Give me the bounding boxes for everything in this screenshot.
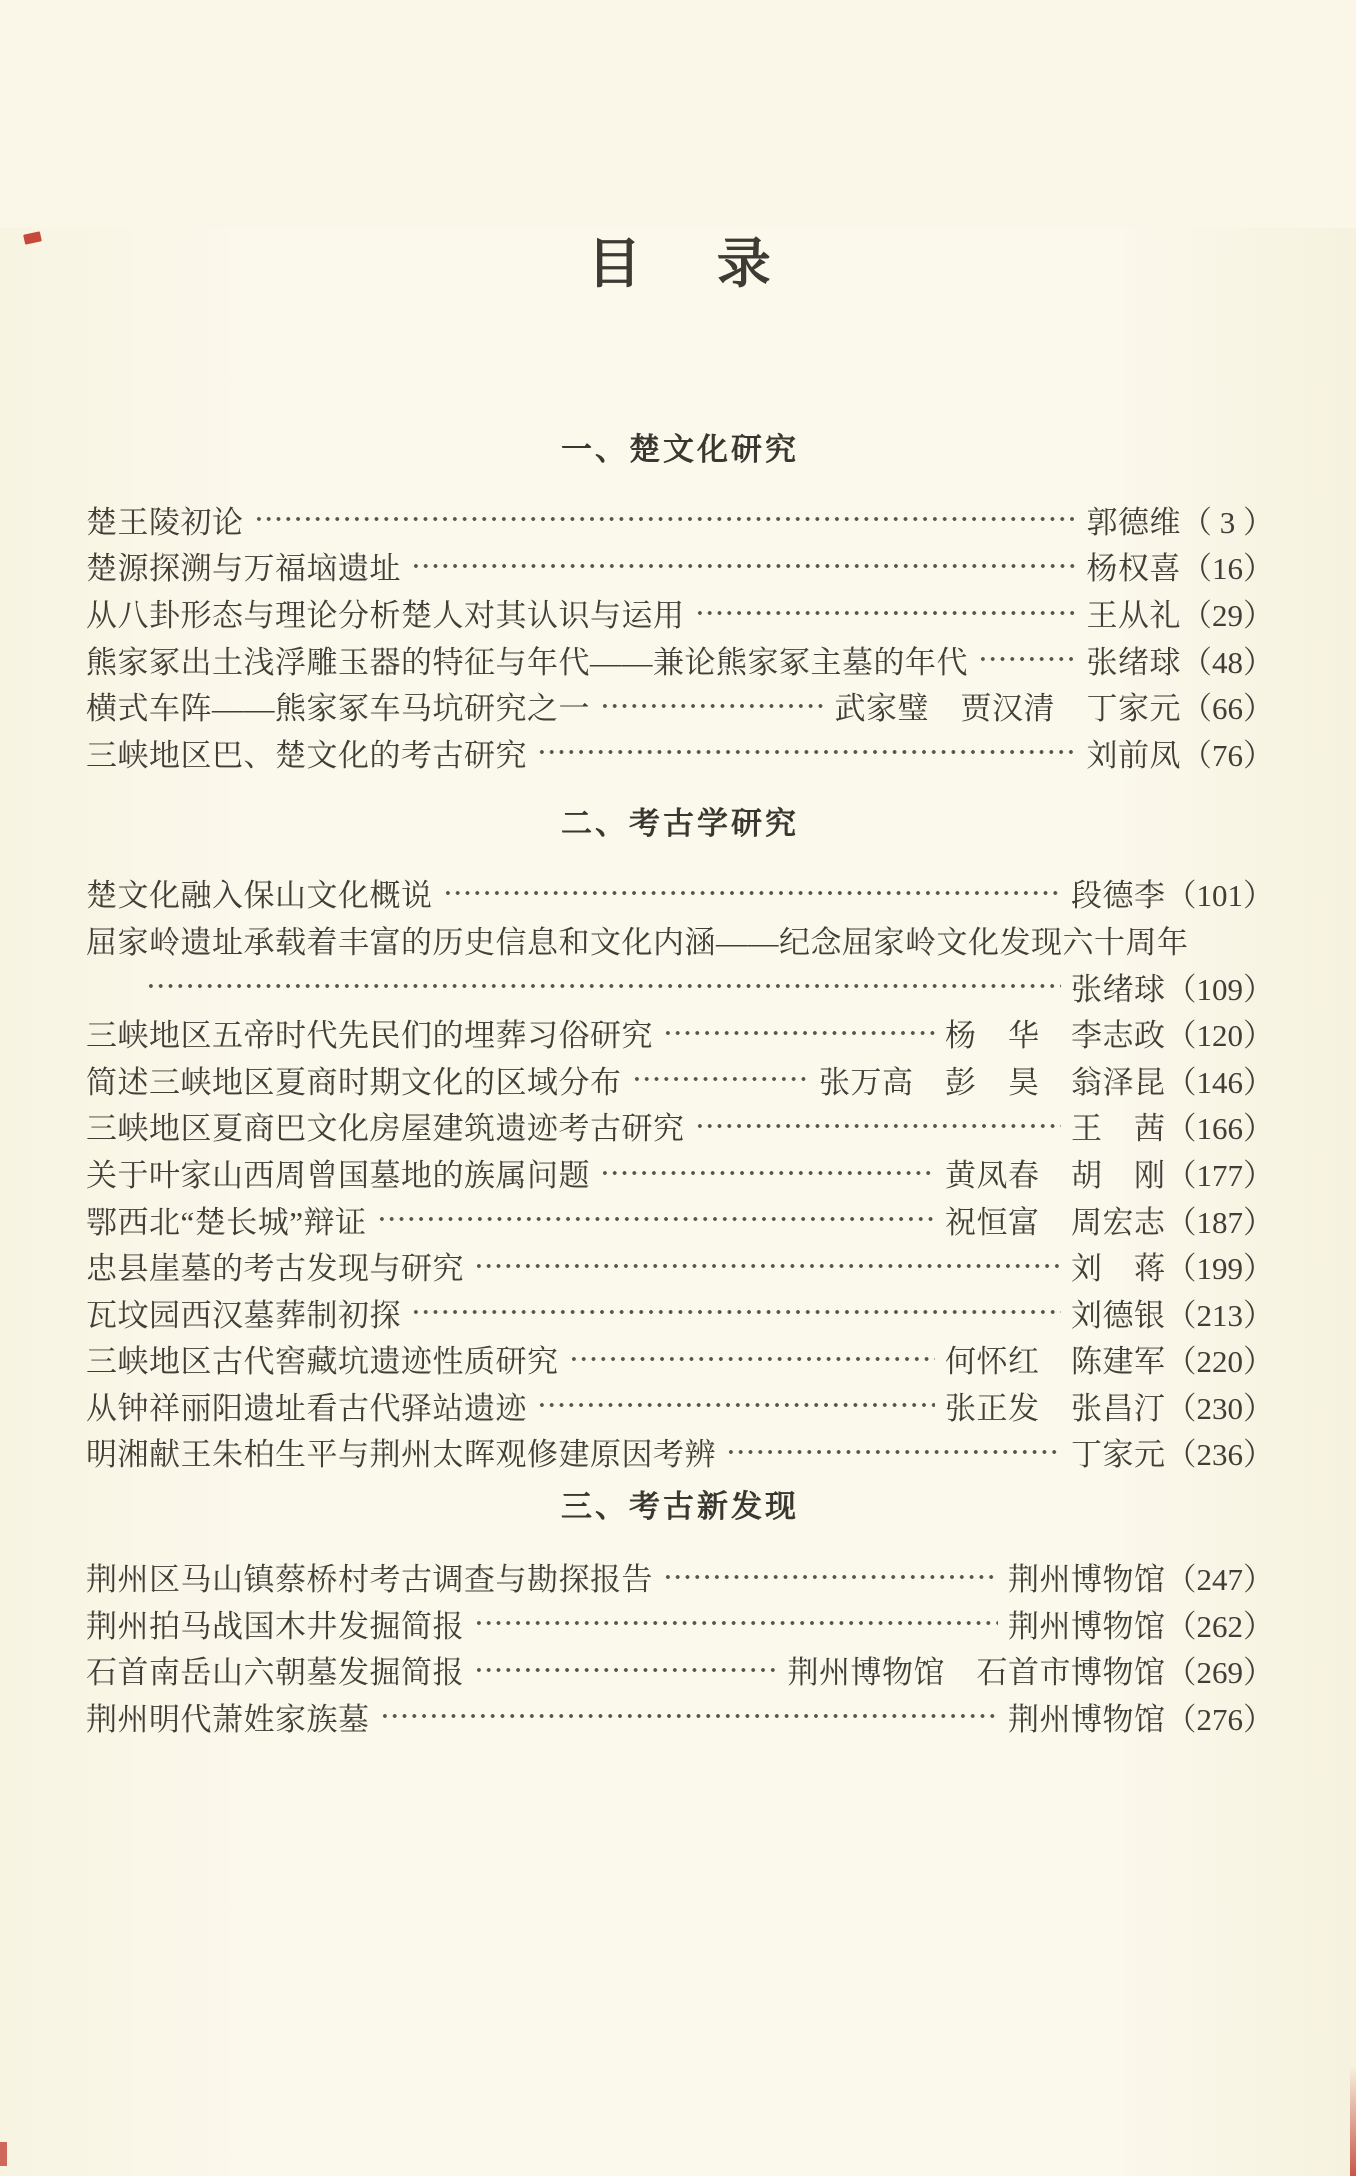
section-entries bbox=[86, 496, 1274, 776]
entry-page-number: （109） bbox=[1165, 971, 1274, 1007]
entry-page-number: （76） bbox=[1181, 737, 1274, 773]
entry-authors: 杨 华 李志政 bbox=[945, 1018, 1166, 1054]
dot-leader bbox=[630, 1056, 810, 1103]
page-content bbox=[86, 228, 1274, 1740]
dot-leader bbox=[535, 729, 1077, 776]
dot-leader bbox=[252, 496, 1077, 543]
entry-page-number: （177） bbox=[1165, 1157, 1274, 1193]
entry-title: 石首南岳山六朝墓发掘简报 bbox=[86, 1655, 464, 1691]
dot-leader bbox=[144, 963, 1061, 1010]
entry-page-number: （101） bbox=[1165, 878, 1274, 914]
toc-sections bbox=[86, 426, 1274, 1740]
dot-leader bbox=[535, 1382, 935, 1429]
entry-page-number: （199） bbox=[1165, 1251, 1274, 1287]
entry-title: 屈家岭遗址承载着丰富的历史信息和文化内涵——纪念屈家岭文化发现六十周年 bbox=[86, 924, 1189, 960]
entry-title: 三峡地区五帝时代先民们的埋葬习俗研究 bbox=[86, 1018, 653, 1054]
scan-artifact-bottom-left bbox=[0, 2142, 7, 2166]
entry-title: 从八卦形态与理论分析楚人对其认识与运用 bbox=[86, 597, 685, 633]
entry-page-number: （16） bbox=[1181, 551, 1274, 587]
entry-authors: 张绪球 bbox=[1071, 971, 1166, 1007]
toc-entry bbox=[86, 1336, 1274, 1383]
toc-entry bbox=[86, 1429, 1274, 1476]
toc-section bbox=[86, 1483, 1274, 1739]
toc-entry bbox=[86, 1242, 1274, 1289]
entry-authors: 刘前凤 bbox=[1086, 737, 1181, 773]
entry-title: 荆州区马山镇蔡桥村考古调查与勘探报告 bbox=[86, 1562, 653, 1598]
entry-title: 楚文化融入保山文化概说 bbox=[86, 878, 433, 914]
dot-leader bbox=[472, 1646, 778, 1693]
entry-authors: 荆州博物馆 bbox=[1008, 1701, 1166, 1737]
dot-leader bbox=[598, 1149, 935, 1196]
entry-title: 横式车阵——熊家冢车马坑研究之一 bbox=[86, 691, 590, 727]
entry-authors: 张绪球 bbox=[1086, 644, 1181, 680]
entry-authors: 张万高 彭 昊 翁泽昆 bbox=[819, 1064, 1166, 1100]
entry-page-number: （276） bbox=[1165, 1701, 1274, 1737]
toc-entry bbox=[86, 916, 1274, 963]
entry-authors: 武家璧 贾汉清 丁家元 bbox=[834, 691, 1181, 727]
entry-title: 三峡地区巴、楚文化的考古研究 bbox=[86, 737, 527, 773]
entry-authors: 荆州博物馆 bbox=[1008, 1562, 1166, 1598]
toc-entry bbox=[86, 1196, 1274, 1243]
entry-page-number: （29） bbox=[1181, 597, 1274, 633]
toc-entry bbox=[86, 1382, 1274, 1429]
toc-entry bbox=[86, 496, 1274, 543]
section-entries bbox=[86, 870, 1274, 1476]
dot-leader bbox=[724, 1429, 1061, 1476]
toc-section bbox=[86, 426, 1274, 776]
entry-page-number: （48） bbox=[1181, 644, 1274, 680]
section-header: 二、考古学研究 bbox=[561, 805, 799, 841]
entry-authors: 祝恒富 周宏志 bbox=[945, 1204, 1166, 1240]
entry-page-number: （247） bbox=[1165, 1562, 1274, 1598]
section-entries bbox=[86, 1553, 1274, 1739]
toc-entry bbox=[86, 1553, 1274, 1600]
scan-artifact-bottom-right bbox=[1350, 2066, 1356, 2176]
entry-title: 三峡地区古代窖藏坑遗迹性质研究 bbox=[86, 1344, 559, 1380]
entry-authors: 刘德银 bbox=[1071, 1297, 1166, 1333]
dot-leader bbox=[976, 636, 1077, 683]
entry-page-number: （236） bbox=[1165, 1437, 1274, 1473]
entry-authors: 黄凤春 胡 刚 bbox=[945, 1157, 1166, 1193]
toc-entry bbox=[86, 1103, 1274, 1150]
toc-entry bbox=[86, 1693, 1274, 1740]
entry-title: 楚王陵初论 bbox=[86, 504, 244, 540]
entry-title: 从钟祥丽阳遗址看古代驿站遗迹 bbox=[86, 1390, 527, 1426]
toc-entry bbox=[86, 1646, 1274, 1693]
toc-entry bbox=[86, 729, 1274, 776]
dot-leader bbox=[661, 1009, 935, 1056]
entry-page-number: （220） bbox=[1165, 1344, 1274, 1380]
entry-page-number: （187） bbox=[1165, 1204, 1274, 1240]
entry-title: 楚源探溯与万福垴遗址 bbox=[86, 551, 401, 587]
entry-page-number: （213） bbox=[1165, 1297, 1274, 1333]
dot-leader bbox=[409, 543, 1077, 590]
entry-authors: 荆州博物馆 石首市博物馆 bbox=[787, 1655, 1166, 1691]
entry-title: 关于叶家山西周曾国墓地的族属问题 bbox=[86, 1157, 590, 1193]
section-header: 三、考古新发现 bbox=[561, 1489, 799, 1525]
entry-page-number: （262） bbox=[1165, 1608, 1274, 1644]
entry-title: 忠县崖墓的考古发现与研究 bbox=[86, 1251, 464, 1287]
entry-title: 三峡地区夏商巴文化房屋建筑遗迹考古研究 bbox=[86, 1111, 685, 1147]
dot-leader bbox=[693, 589, 1077, 636]
dot-leader bbox=[661, 1553, 998, 1600]
dot-leader bbox=[472, 1600, 998, 1647]
entry-authors: 王 茜 bbox=[1071, 1111, 1166, 1147]
entry-page-number: （ 3 ） bbox=[1181, 504, 1274, 540]
scan-artifact-top-left bbox=[23, 231, 42, 244]
dot-leader bbox=[693, 1103, 1062, 1150]
entry-page-number: （66） bbox=[1181, 691, 1274, 727]
toc-entry bbox=[86, 589, 1274, 636]
page-title: 目 录 bbox=[587, 234, 773, 294]
entry-authors: 郭德维 bbox=[1086, 504, 1181, 540]
entry-page-number: （120） bbox=[1165, 1018, 1274, 1054]
section-header: 一、楚文化研究 bbox=[561, 432, 799, 467]
toc-entry bbox=[86, 1600, 1274, 1647]
dot-leader bbox=[375, 1196, 935, 1243]
toc-entry bbox=[86, 1289, 1274, 1336]
entry-title: 熊家冢出土浅浮雕玉器的特征与年代——兼论熊家冢主墓的年代 bbox=[86, 644, 968, 680]
dot-leader bbox=[409, 1289, 1061, 1336]
toc-entry bbox=[86, 963, 1274, 1010]
entry-authors: 张正发 张昌汀 bbox=[945, 1390, 1166, 1426]
dot-leader bbox=[472, 1242, 1061, 1289]
toc-entry bbox=[86, 682, 1274, 729]
dot-leader bbox=[441, 870, 1062, 917]
toc-entry bbox=[86, 543, 1274, 590]
entry-authors: 荆州博物馆 bbox=[1008, 1608, 1166, 1644]
dot-leader bbox=[598, 682, 825, 729]
toc-entry bbox=[86, 1056, 1274, 1103]
toc-entry bbox=[86, 1149, 1274, 1196]
entry-authors: 何怀红 陈建军 bbox=[945, 1344, 1166, 1380]
entry-title: 瓦坟园西汉墓葬制初探 bbox=[86, 1297, 401, 1333]
entry-title: 简述三峡地区夏商时期文化的区域分布 bbox=[86, 1064, 622, 1100]
entry-authors: 杨权喜 bbox=[1086, 551, 1181, 587]
entry-title: 鄂西北“楚长城”辩证 bbox=[86, 1204, 367, 1240]
toc-entry bbox=[86, 870, 1274, 917]
toc-entry bbox=[86, 636, 1274, 683]
entry-title: 明湘献王朱柏生平与荆州太晖观修建原因考辨 bbox=[86, 1437, 716, 1473]
dot-leader bbox=[567, 1336, 936, 1383]
entry-title: 荆州明代萧姓家族墓 bbox=[86, 1701, 370, 1737]
entry-authors: 王从礼 bbox=[1086, 597, 1181, 633]
entry-page-number: （146） bbox=[1165, 1064, 1274, 1100]
toc-section bbox=[86, 800, 1274, 1476]
entry-page-number: （269） bbox=[1165, 1655, 1274, 1691]
scanned-toc-page bbox=[0, 228, 1356, 2176]
toc-entry bbox=[86, 1009, 1274, 1056]
entry-page-number: （166） bbox=[1165, 1111, 1274, 1147]
entry-authors: 段德李 bbox=[1071, 878, 1166, 914]
dot-leader bbox=[378, 1693, 999, 1740]
entry-authors: 丁家元 bbox=[1071, 1437, 1166, 1473]
entry-authors: 刘 蒋 bbox=[1071, 1251, 1166, 1287]
entry-title: 荆州拍马战国木井发掘简报 bbox=[86, 1608, 464, 1644]
entry-page-number: （230） bbox=[1165, 1390, 1274, 1426]
